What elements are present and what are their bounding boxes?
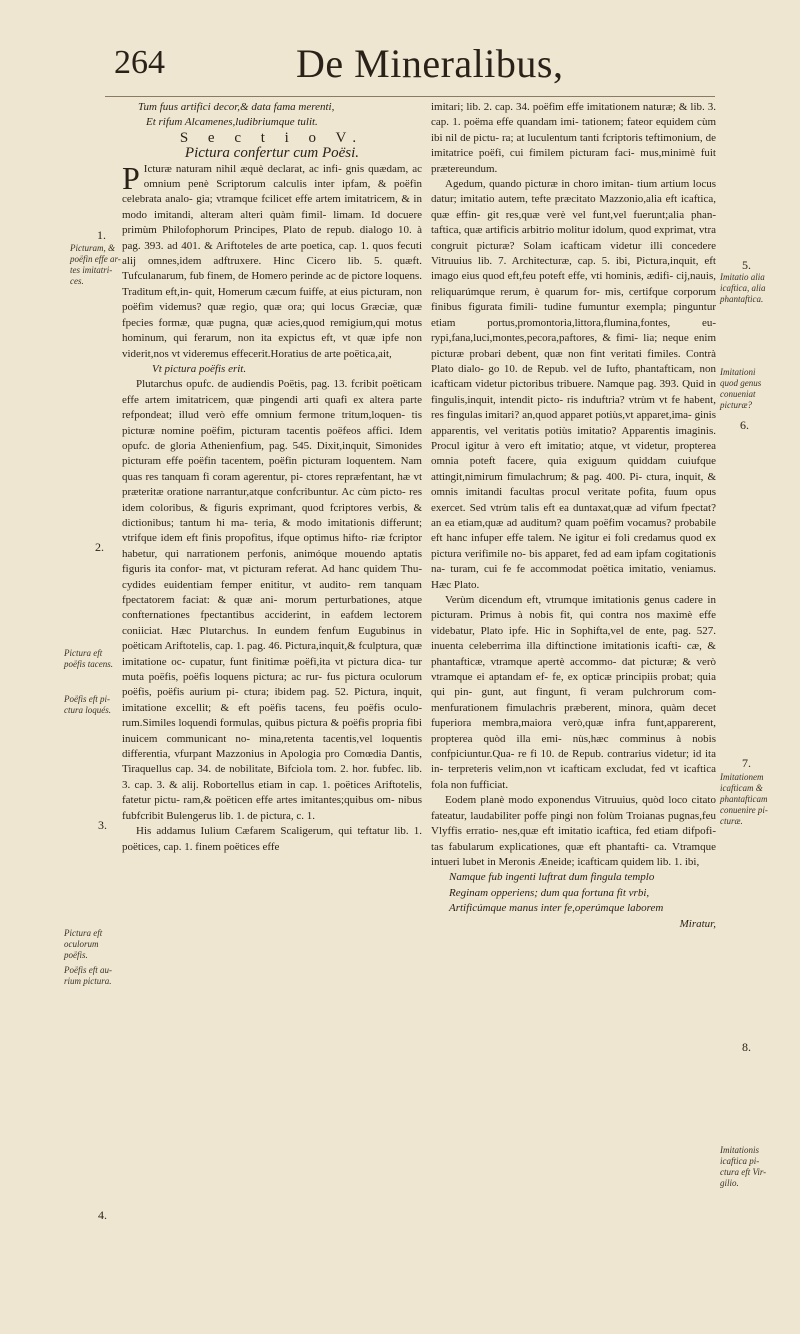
margin-note-line: Poëfis eft pi-: [64, 694, 110, 704]
margin-note-line: icaftica pi-: [720, 1156, 760, 1166]
margin-note-line: rium pictura.: [64, 976, 112, 986]
section-heading: S e c t i o V.: [179, 129, 365, 146]
margin-note: [720, 367, 792, 411]
margin-note-line: phantaftica.: [720, 294, 764, 304]
paragraph-text: Icturæ naturam nihil æquè declarat, ac infi- gnis quædam, ac omnium penè Scriptorum calculis inter ipfam, & poëfin celebrata analo- gia; vtramque fcilicet effe artem imitatricem, & in modo imitandi, alteram alteri quàm fimil- limam. Id docuere primùm Philofophorum Principes, Plato de repub. dialogo 10. à pag. 393. ad 401. & Ariftoteles de arte poetica, cap. 1. quos fecuti alij omnes,idem adftruxere. Hinc Cicero lib. 5. quæft. Tufculanarum, fub finem, de Homero perinde ac de pictore loquens. Traditum eft,in- quit, Homerum cæcum fuiffe, at eius picturam, non poëfim videmus? quæ regio, quæ ora; qui locus Græciæ, quæ fpecies formæ, quæ pugna, quæ acies,quod remigium,qui motus hominum, qui ferarum, non ita expictus eft, vt quæ ipfe non viderit,nos vt videremus effecerit.Horatius de arte poëtica,ait,: [122, 162, 422, 360]
margin-number: 5.: [742, 258, 751, 272]
margin-note: [720, 1145, 792, 1189]
margin-note-line: poëfin effe ar-: [70, 254, 121, 264]
margin-note-line: conueniat: [720, 389, 756, 399]
margin-note: [64, 648, 122, 670]
right-column: [431, 100, 716, 932]
margin-number: 7.: [742, 756, 751, 770]
paragraph: Verùm dicendum eft, vtrumque imitationis genus cadere in picturam. Primus à nobis fit, qui contra nos maximè effe videbatur, Plato ipfe. Hic in Sophifta,vel de ente, pag. 527. inuenta celeberrima illa diftinctione imitationis icafti- cæ, & phantafticæ, vtramque apertè accommo- dat picturæ; & verò vtramque ei aptandam ef- fe, ex opticæ principiis probat; quia qui pin- gunt, aut fingunt, fi veram pulchrorum com- menfurationem fimulachris præberent, minora, quàm decet fuperiora membra,maiora verò,quæ infra funt,apparerent, propterea quòd illa emi- nùs,hæc comminus à nobis confpiciuntur.Qua- re fi 10. de Repub. contrarius videtur; id ita in- terpreteris velim,non vt icafticam excludat, fed vt icaftica fola non fufficiat.: [431, 594, 716, 791]
margin-number: 1.: [97, 228, 106, 242]
margin-note-line: phantafticam: [720, 794, 768, 804]
verse-line: Vt pictura poëfis erit.: [152, 362, 247, 375]
margin-note-line: icaftica, alia: [720, 283, 766, 293]
margin-note-line: poëfis tacens.: [64, 659, 113, 669]
margin-number: 8.: [742, 1040, 751, 1054]
margin-note-line: Imitationem: [720, 772, 764, 782]
drop-cap: P: [122, 159, 140, 196]
margin-note-line: picturæ?: [720, 400, 753, 410]
verse-line: Artificúmque manus inter fe,operúmque laborem: [449, 902, 664, 915]
margin-note-line: Pictura eft: [64, 648, 103, 658]
margin-note-line: cturæ.: [720, 816, 743, 826]
margin-note-line: Poëfis eft au-: [64, 965, 112, 975]
paragraph: His addamus Iulium Cæfarem Scaligerum, qui teftatur lib. 1. poëtices, cap. 1. finem poëtices effe: [122, 825, 422, 853]
margin-number: 2.: [95, 540, 104, 554]
verse-line: Namque fub ingenti luftrat dum fingula templo: [449, 871, 655, 884]
margin-note-line: Imitationis: [720, 1145, 760, 1155]
margin-note-line: Picturam, &: [70, 243, 115, 253]
margin-note: [64, 694, 122, 716]
margin-note-line: quod genus: [720, 378, 762, 388]
verse-line: Miratur,: [679, 917, 716, 930]
margin-note-line: tes imitatri-: [70, 265, 113, 275]
header-rule: [105, 96, 715, 97]
margin-note-line: ctura eft Vir-: [720, 1167, 767, 1177]
margin-note-line: Imitationi: [720, 367, 756, 377]
paragraph: [122, 159, 422, 362]
margin-note-line: ctura loqués.: [64, 705, 111, 715]
margin-note: [70, 243, 122, 287]
margin-note-line: gilio.: [720, 1178, 739, 1188]
margin-note-line: icafticam &: [720, 783, 763, 793]
paragraph: Eodem planè modo exponendus Vitruuius, quòd loco citato fateatur, laudabiliter poffe pingi non folùm Troianas pugnas,feu Vlyffis erratio- nes,quæ eft imitatio icaftica, fed etiam difpofi- tas fabularum explicationes, quæ eft phantafti- ca. Vtramque intueri lubet in Meronis Æneide; icafticam quidem lib. 1. ibi,: [431, 794, 716, 868]
left-column: [122, 100, 422, 855]
margin-note-line: Pictura eft: [64, 928, 103, 938]
section-title: Pictura confertur cum Poësi.: [184, 145, 360, 162]
margin-note-line: poëfis.: [64, 950, 88, 960]
margin-number: 4.: [98, 1208, 107, 1222]
margin-note-line: conuenire pi-: [720, 805, 768, 815]
margin-number: 3.: [98, 818, 107, 832]
page-number: 264: [114, 44, 165, 81]
running-title: De Mineralibus,: [296, 41, 564, 86]
paragraph: Plutarchus opufc. de audiendis Poëtis, pag. 13. fcribit poëticam effe artem imitatricem, quæ pingendi arti quafi ex altera parte refpondeat; illud verò effe omnium fermone tritum,loquen- tis picturæ nomine poëfim, picturam tacentis poëfeos affici. Idem opufc. de gloria Athenienfium, pag. 545. Dixit,inquit, Simonides picturam effe poëfin tacentem, poëfin picturam loquentem. Nam quas res tanquam fi coram agerentur, pi- ctores repræfentant, hæ vt præteritæ oratione narrantur,atque confcribuntur. Ac cùm picto- res idem coloribus, & figuris exprimant, quod fcriptores verbis, & dictionibus; tantum hi ma- teria, & modo imitationis differunt; vtrifque idem eft finis propofitus, ifque optimus hifto- riæ fcriptor habetur, qui narrationem perfonis, animóque mouendo aptatis figuris ita confor- mat, vt picturam referat. Ad hanc quidem Thu- cydides euidentiam femper enititur, vt audito- rem tanquam fpectatorem faciat: & quæ ani- morum perturbationes, atque confternationes fpectantibus acciderint, in eafdem lectorem coniiciat. Hæc Plutarchus. In eundem fenfum Eugubinus in poëticam Ariftotelis, cap. 1. pag. 46. Pictura,inquit,& fculptura, quæ imitatione oc- cupatur, funt finitimæ poëfi,ita vt pictura dica- tur muta poëfis, poëfis loquens pictura; ac rur- fus pictura oculorum poëfis, poëfis aurium pi- ctura; ibidem pag. 52. Pictura, inquit, imitatione excellit; & eft poëfis tacens, feu poëfis oculo- rum.Similes loquendi formulas, quibus pictura & poëfis propria fibi inuicem communicant no- mina,retenta tacentis,vel loquentis differentia, vfurpant Mazzonius in Apologia pro Comœdia Dantis, Tiraquellus cap. 34. de nobilitate, Bifciola tom. 2. hor. fubfec. lib. 3. cap. 3. & alij. Robortellus etiam in cap. 1. poëtices Ariftotelis, fatetur pictu- ram,& poëticen effe artes imitantes;quibus om- nibus fubfcribit Bulengerus lib. 1. de pictura, c. 1.: [122, 378, 422, 822]
margin-note-line: Imitatio alia: [720, 272, 765, 282]
paragraph: imitari; lib. 2. cap. 34. poëfim effe imitationem naturæ; & lib. 3. cap. 1. poëma effe quandam imi- tationem; fateor equidem cùm ibi nil de pictu- ra; at luculentum tanti fcriptoris teftimonium, de imitatrice poëfi, cui fimilem picturam faci- mus,minimè fuit prætereundum.: [431, 101, 716, 175]
margin-note: [720, 772, 792, 827]
verse-line: Tum fuus artifici decor,& data fama merenti,: [138, 101, 335, 113]
margin-note: [64, 965, 122, 987]
paragraph: Agedum, quando picturæ in choro imitan- tium artium locus datur; imitatio autem, tefte præcitato Mazzonio,alia eft icaftica, quæ effin- git res,quæ verè vel funt,vel fuerunt;alia phan- taftica, quæ artificis arbitrio molitur idolum, quod exprimat, vtra congruit picturæ? Solam icafticam videtur illi concedere Vitruuius lib. 7. Architecturæ, cap. 5. ibi, Pictura,inquit, eft imago eius quod eft,feu poteft effe, vti hominis, ædifi- cij,nauis, reliquarúmque rerum, è quarum for- mis, certifque corporum finibus figurata fimili- tudine fumuntur exempla; pinguntur etiam portus,promontoria,littora,flumina,fontes, eu- rypi,fana,luci,montes,pecora,paftores, & fimi- lia; neque enim picturæ probari debent, quæ non fint veritati fimiles. Contrà Plato dialo- go 10. de Repub. vel de Iufto, phantafticam, non icafticam videtur pictoribus tribuere. Namque pag. 393. Quid in fingulis,inquit, intendit picto- ris induftria? vtrùm vt fe habent, res fingulas imitari? an,quod apparet potiùs,vt apparet,ima- ginis apparentis, vel veritatis potiùs imitatio? Apparentis imaginis. Procul igitur à vero eft imitatio; atque, vt videtur, propterea omnia poteft facere, quia exiguum quiddam cuiufque attingit,nimirum fimulachrum; & pag. 400. Pi- ctura, inquit, & omnis imitandi facultas procul veritate pofita, fuum opus exercet. Sed vtrùm talis eft ea duntaxat,quæ ad vifum fpectat? an ea etiam,quæ ad auditum? quam poëfim vocamus? probabile eft hanc infuper effe talem. Ne igitur ei foli credamus quod ex pictura verifimile no- bis apparet, fed ad eam ipfam cogitationis na- turam, cui fe fe accommodat poëtica imitatio, veniamus. Hæc Plato.: [431, 178, 716, 591]
margin-note: [64, 928, 122, 961]
margin-note: [720, 272, 792, 305]
margin-note-line: oculorum: [64, 939, 99, 949]
page-header: [110, 38, 710, 98]
verse-line: Et rifum Alcamenes,ludibriumque tulit.: [146, 116, 318, 129]
margin-number: 6.: [740, 418, 749, 432]
verse-line: Reginam opperiens; dum qua fortuna fit vrbi,: [449, 886, 650, 899]
margin-note-line: ces.: [70, 276, 84, 286]
